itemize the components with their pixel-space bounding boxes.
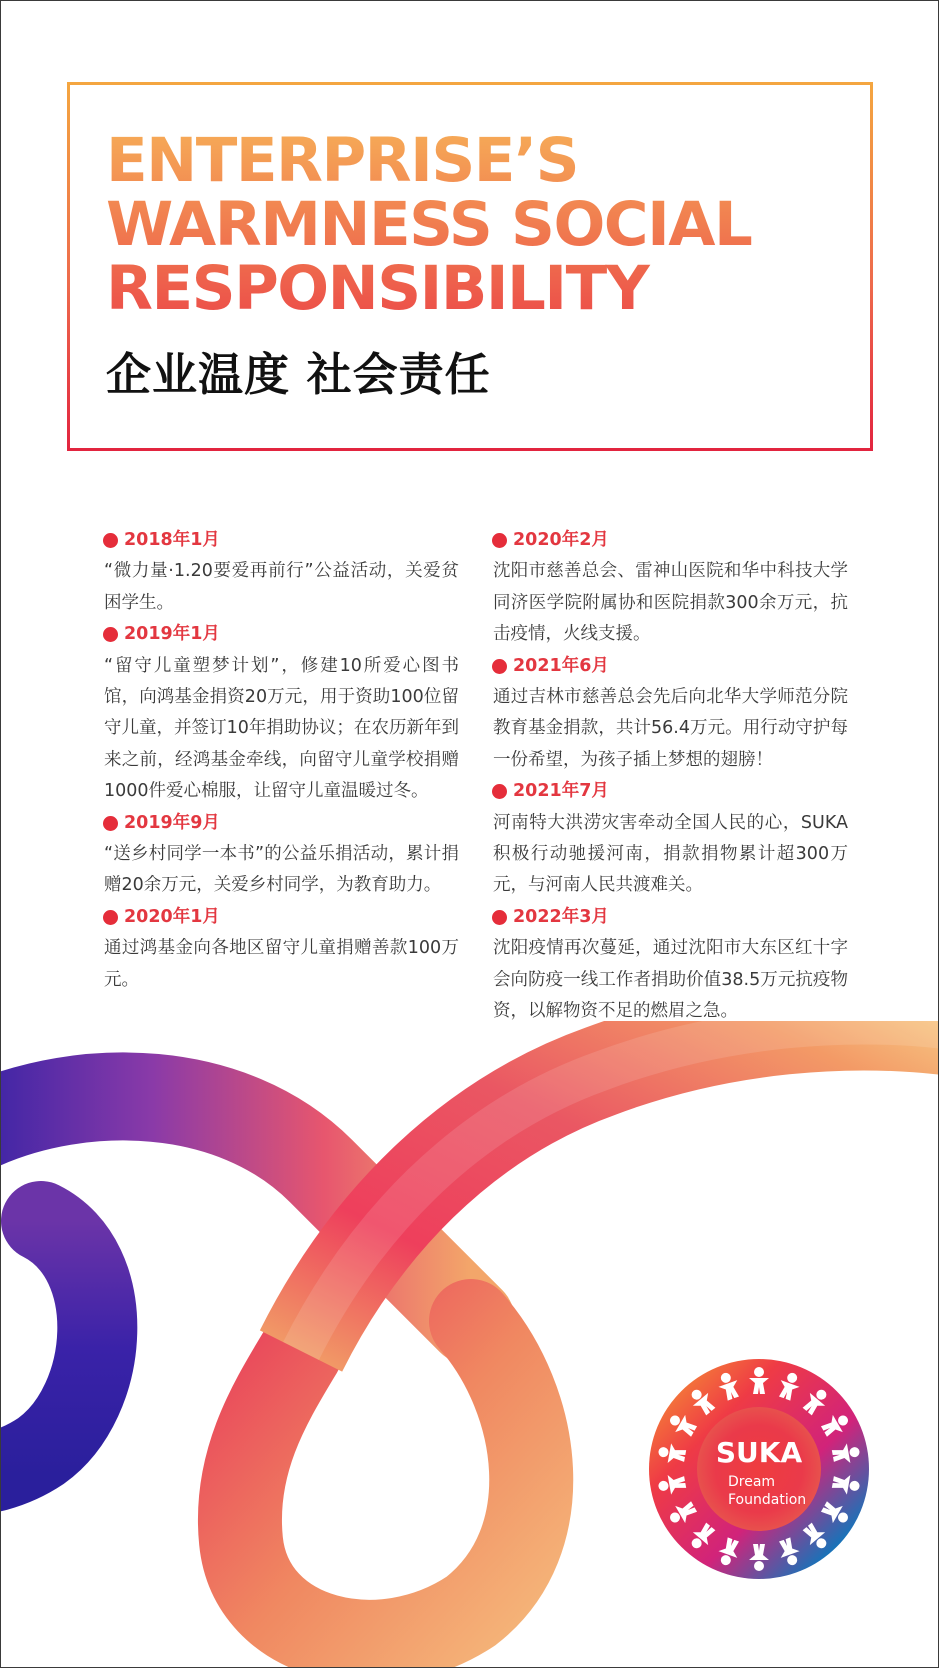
entry-date-label: 2019年9月 <box>124 812 220 833</box>
bullet-dot-icon <box>103 910 118 925</box>
entry-date <box>104 619 459 650</box>
entry-date <box>104 902 459 933</box>
logo-center <box>697 1407 821 1531</box>
entry-text: “送乡村同学一本书”的公益乐捐活动，累计捐赠20余万元，关爱乡村同学，为教育助力。 <box>104 844 459 896</box>
entry-date-label: 2021年6月 <box>513 655 609 676</box>
bullet-dot-icon <box>492 533 507 548</box>
entry-date-label: 2020年1月 <box>124 906 220 927</box>
entry-text: 通过鸿基金向各地区留守儿童捐赠善款100万元。 <box>104 938 459 990</box>
entry-date-label: 2018年1月 <box>124 530 220 550</box>
suka-logo <box>646 1356 872 1582</box>
entry-text: 沈阳疫情再次蔓延，通过沈阳市大东区红十字会向防疫一线工作者捐助价值38.5万元抗疫物资，以解物资不足的燃眉之急。 <box>493 938 848 1022</box>
entry-text: “留守儿童塑梦计划”，修建10所爱心图书馆，向鸿基金捐资20万元，用于资助100位留守儿童，并签订10年捐助协议；在农历新年到来之前，经鸿基金牵线，向留守儿童学校捐赠1000件爱心棉服，让留守儿童温暖过冬。 <box>104 655 459 802</box>
entry-text: 通过吉林市慈善总会先后向北华大学师范分院教育基金捐款，共计56.4万元。用行动守护每一份希望，为孩子插上梦想的翅膀！ <box>493 687 848 770</box>
entry-date <box>493 525 848 556</box>
english-title-line: ENTERPRISE’S <box>106 125 579 196</box>
timeline-entry <box>104 808 459 902</box>
timeline-entry <box>493 651 848 777</box>
english-title-line: RESPONSIBILITY <box>106 253 649 324</box>
english-title <box>106 125 866 324</box>
logo-line1: Dream <box>728 1474 776 1490</box>
logo-name: SUKA <box>715 1436 803 1469</box>
entry-date <box>104 808 459 839</box>
entry-date <box>493 902 848 933</box>
entry-date <box>104 525 459 556</box>
bullet-dot-icon <box>492 910 507 925</box>
timeline-entry <box>104 525 459 619</box>
logo-line2: Foundation <box>728 1492 807 1508</box>
bullet-dot-icon <box>103 816 118 831</box>
title-frame <box>67 82 873 451</box>
entry-text: 河南特大洪涝灾害牵动全国人民的心，SUKA积极行动驰援河南，捐款捐物累计超300万元，与河南人民共渡难关。 <box>493 812 848 896</box>
entry-date-label: 2022年3月 <box>513 906 609 927</box>
entry-date-label: 2020年2月 <box>513 530 609 550</box>
entry-text: “微力量·1.20要爱再前行”公益活动，关爱贫困学生。 <box>104 561 459 613</box>
timeline-entry <box>104 619 459 807</box>
bullet-dot-icon <box>103 627 118 642</box>
entry-date-label: 2019年1月 <box>124 624 220 645</box>
chinese-title: 企业温度 社会责任 <box>106 348 491 401</box>
bullet-dot-icon <box>492 784 507 799</box>
bullet-dot-icon <box>103 533 118 548</box>
timeline-entry <box>493 776 848 902</box>
english-title-line: WARMNESS SOCIAL <box>106 189 752 260</box>
ribbon-bottom-loop <box>240 1321 531 1642</box>
bullet-dot-icon <box>492 659 507 674</box>
ribbon-left-loop <box>1 1221 97 1476</box>
timeline-entry <box>493 525 848 651</box>
timeline-entry <box>104 902 459 996</box>
timeline-entry <box>493 902 848 1028</box>
entry-date <box>493 776 848 807</box>
timeline-right-column <box>493 525 848 1027</box>
timeline-left-column <box>104 525 459 996</box>
entry-date-label: 2021年7月 <box>513 781 609 802</box>
entry-date <box>493 651 848 682</box>
entry-text: 沈阳市慈善总会、雷神山医院和华中科技大学同济医学院附属协和医院捐款300余万元，抗击疫情，火线支援。 <box>493 561 848 645</box>
